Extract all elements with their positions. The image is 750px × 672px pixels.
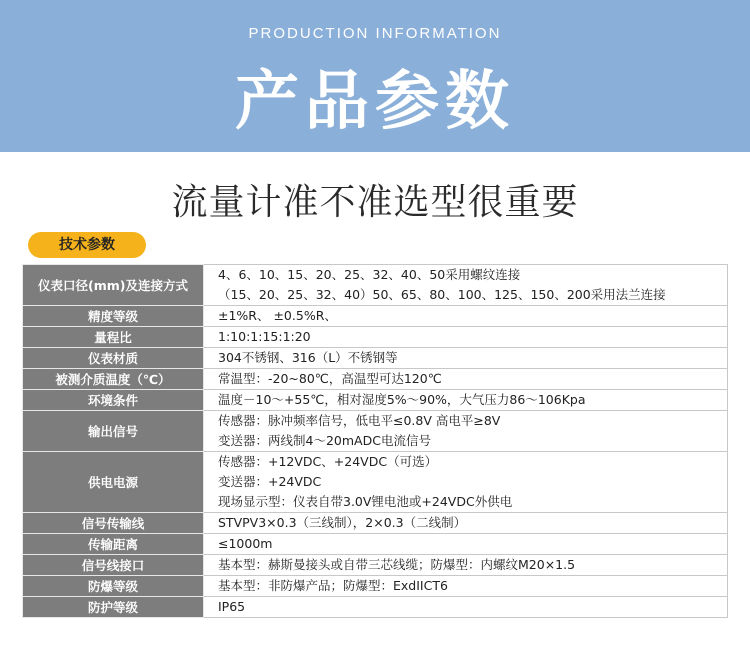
spec-label: 量程比 — [23, 327, 204, 348]
spec-value-line: 1:10:1:15:1:20 — [218, 329, 311, 344]
spec-value-line: 基本型：非防爆产品；防爆型：ExdIICT6 — [218, 578, 448, 593]
spec-label: 供电电源 — [23, 452, 204, 513]
spec-row — [23, 597, 728, 618]
spec-row — [23, 411, 728, 452]
spec-value-line: 304不锈钢、316（L）不锈钢等 — [218, 350, 398, 365]
spec-value-line: STVPV3×0.3（三线制），2×0.3（二线制） — [218, 515, 467, 530]
spec-label: 仪表口径(mm)及连接方式 — [23, 265, 204, 306]
spec-value-line: 传感器：+12VDC、+24VDC（可选） — [218, 454, 438, 469]
banner-chinese-title: 产品参数 — [235, 64, 515, 139]
spec-value-line: ±1%R、 ±0.5%R、 — [218, 308, 337, 323]
spec-value — [204, 265, 728, 306]
spec-row — [23, 576, 728, 597]
header-banner — [0, 0, 750, 152]
spec-row — [23, 390, 728, 411]
spec-label: 防护等级 — [23, 597, 204, 618]
banner-english-title: PRODUCTION INFORMATION — [248, 25, 502, 42]
spec-row — [23, 452, 728, 513]
spec-value-line: 变送器：两线制4～20mADC电流信号 — [218, 433, 431, 448]
spec-row — [23, 265, 728, 306]
spec-value-line: 常温型：-20~80℃，高温型可达120℃ — [218, 371, 442, 386]
spec-value — [204, 513, 728, 534]
spec-value-line: 温度－10～+55℃，相对湿度5%～90%，大气压力86～106Kpa — [218, 392, 586, 407]
spec-value-line: ≤1000m — [218, 536, 273, 551]
spec-value-line: 传感器：脉冲频率信号，低电平≤0.8V 高电平≥8V — [218, 413, 501, 428]
spec-value — [204, 327, 728, 348]
spec-value-line: 变送器：+24VDC — [218, 474, 322, 489]
spec-value — [204, 597, 728, 618]
spec-value-line: （15、20、25、32、40）50、65、80、100、125、150、200采用法兰连接 — [218, 287, 666, 302]
spec-label: 传输距离 — [23, 534, 204, 555]
spec-value — [204, 534, 728, 555]
section-badge: 技术参数 — [28, 232, 146, 258]
spec-value-line: IP65 — [218, 599, 246, 614]
spec-row — [23, 555, 728, 576]
spec-label: 仪表材质 — [23, 348, 204, 369]
spec-label: 精度等级 — [23, 306, 204, 327]
spec-label: 信号传输线 — [23, 513, 204, 534]
spec-value — [204, 369, 728, 390]
spec-row — [23, 369, 728, 390]
page-subtitle: 流量计准不准选型很重要 — [171, 182, 579, 223]
spec-table — [22, 264, 728, 618]
spec-value — [204, 348, 728, 369]
spec-label: 环境条件 — [23, 390, 204, 411]
spec-value-line: 现场显示型：仪表自带3.0V锂电池或+24VDC外供电 — [218, 494, 513, 509]
spec-value — [204, 576, 728, 597]
spec-value — [204, 452, 728, 513]
spec-label: 输出信号 — [23, 411, 204, 452]
spec-row — [23, 348, 728, 369]
spec-label: 被测介质温度（℃） — [23, 369, 204, 390]
spec-label: 防爆等级 — [23, 576, 204, 597]
spec-row — [23, 306, 728, 327]
spec-value — [204, 306, 728, 327]
spec-value — [204, 390, 728, 411]
spec-row — [23, 513, 728, 534]
spec-row — [23, 534, 728, 555]
spec-value — [204, 555, 728, 576]
spec-row — [23, 327, 728, 348]
spec-value-line: 基本型：赫斯曼接头或自带三芯线缆；防爆型：内螺纹M20×1.5 — [218, 557, 576, 572]
spec-label: 信号线接口 — [23, 555, 204, 576]
spec-value — [204, 411, 728, 452]
spec-value-line: 4、6、10、15、20、25、32、40、50采用螺纹连接 — [218, 267, 521, 282]
